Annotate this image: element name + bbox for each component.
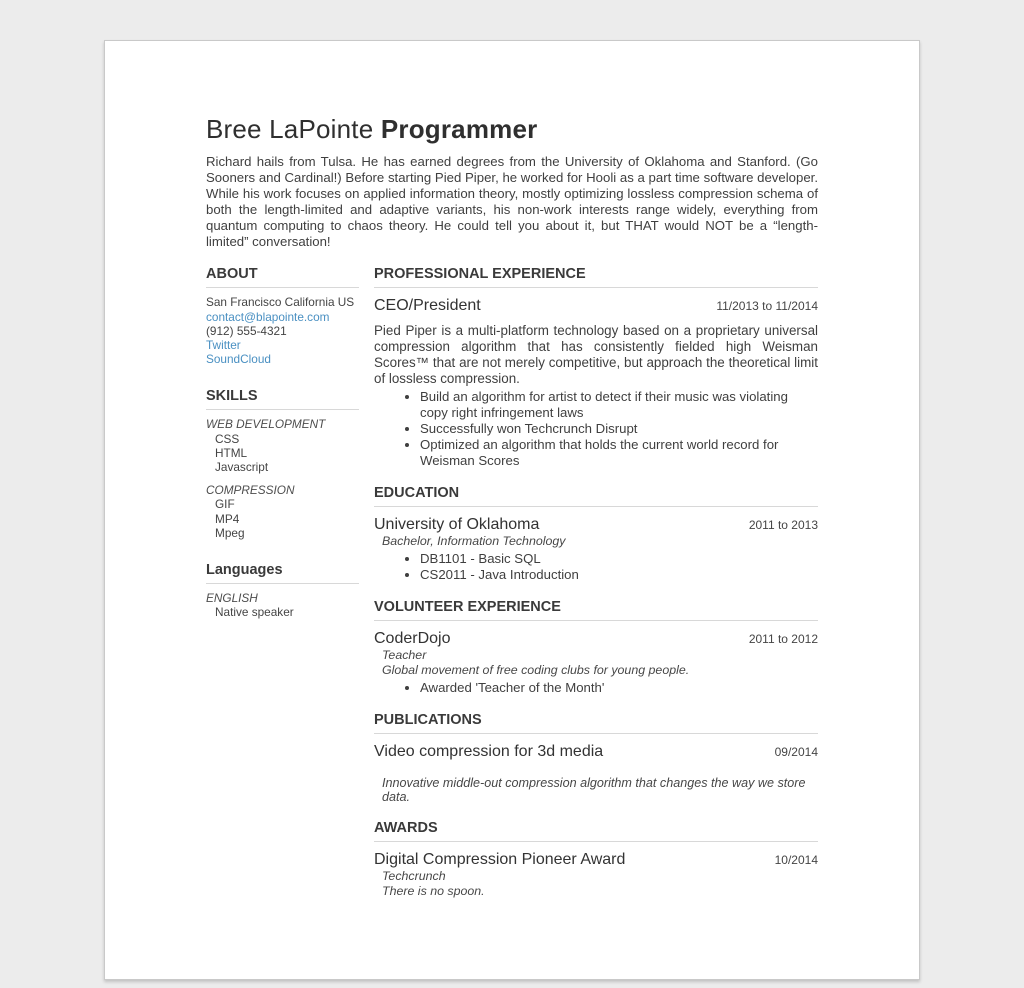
resume-columns <box>206 266 818 899</box>
languages-heading: Languages <box>206 562 359 584</box>
about-section <box>206 266 359 366</box>
person-role: Programmer <box>380 114 538 144</box>
entry-bullet-list <box>374 551 818 583</box>
resume-document <box>104 40 920 980</box>
volunteer-entry <box>374 630 818 696</box>
section-heading: PUBLICATIONS <box>374 712 818 734</box>
entry-header <box>374 297 818 315</box>
entry-title: Digital Compression Pioneer Award <box>374 851 626 869</box>
entry-subtitle2: Global movement of free coding clubs for young people. <box>382 663 690 678</box>
entry-header <box>374 630 818 648</box>
skill-group-compression <box>206 483 359 540</box>
award-entry <box>374 851 818 899</box>
bullet-item: • Awarded 'Teacher of the Month' <box>420 680 818 696</box>
entry-date: 10/2014 <box>774 853 818 868</box>
about-heading: ABOUT <box>206 266 359 288</box>
summary-paragraph: Richard hails from Tulsa. He has earned degrees from the University of Oklahoma and Stanford. (Go Sooners and Cardinal!) Before starting Pied Piper, he worked for Hooli as a part time software developer. While his work focuses on applied information theory, mostly optimizing lossless compression schema of both the length-limited and adaptive variants, his non-work interests range widely, everything from quantum computing to chaos theory. He could tell you about it, but THAT would NOT be a “length-limited” conversation! <box>206 154 818 249</box>
email-link[interactable]: contact@blapointe.com <box>206 309 330 324</box>
soundcloud-link[interactable]: SoundCloud <box>206 352 271 367</box>
entry-header <box>374 743 818 761</box>
entry-subtitle2: There is no spoon. <box>382 884 485 899</box>
skill-group-name: WEB DEVELOPMENT <box>206 417 326 432</box>
bullet-item: • Optimized an algorithm that holds the current world record for Weisman Scores <box>420 437 818 469</box>
skills-section <box>206 388 359 540</box>
entry-description: Pied Piper is a multi-platform technology based on a proprietary universal compression algorithm that has consistently fielded high Weisman Scores™ that are not merely competitive, but approach the theoretical limit of lossless compression. <box>374 323 818 387</box>
main-column <box>374 266 818 899</box>
bullet-item: • DB1101 - Basic SQL <box>420 551 818 567</box>
language-name: ENGLISH <box>206 591 258 606</box>
skill-item: GIF <box>215 497 235 512</box>
section-volunteer-experience <box>374 599 818 696</box>
skill-group-web-development <box>206 417 359 474</box>
skill-group-name: COMPRESSION <box>206 483 295 498</box>
entry-title: Video compression for 3d media <box>374 743 604 761</box>
section-heading: VOLUNTEER EXPERIENCE <box>374 599 818 621</box>
bullet-item: • CS2011 - Java Introduction <box>420 567 818 583</box>
entry-description-italic: Innovative middle-out compression algorithm that changes the way we store data. <box>382 776 806 805</box>
person-name: Bree LaPointe <box>206 114 374 144</box>
language-level: Native speaker <box>215 605 294 620</box>
skill-item: Javascript <box>215 460 269 475</box>
language-group-english <box>206 591 359 619</box>
section-heading: EDUCATION <box>374 485 818 507</box>
section-education <box>374 485 818 583</box>
entry-date: 09/2014 <box>774 745 818 760</box>
section-professional-experience <box>374 266 818 469</box>
resume-name-title <box>206 114 818 145</box>
skill-item: MP4 <box>215 511 240 526</box>
twitter-link[interactable]: Twitter <box>206 338 241 353</box>
entry-header <box>374 516 818 534</box>
about-phone: (912) 555-4321 <box>206 323 287 338</box>
skill-item: Mpeg <box>215 525 245 540</box>
experience-entry <box>374 297 818 469</box>
entry-title: University of Oklahoma <box>374 516 540 534</box>
entry-subtitle: Teacher <box>382 648 427 663</box>
entry-title: CoderDojo <box>374 630 451 648</box>
entry-date: 2011 to 2013 <box>748 518 818 533</box>
skill-item: CSS <box>215 431 240 446</box>
entry-date: 11/2013 to 11/2014 <box>716 299 818 314</box>
entry-subtitle: Techcrunch <box>382 869 446 884</box>
section-publications <box>374 712 818 804</box>
section-heading: PROFESSIONAL EXPERIENCE <box>374 266 818 288</box>
bullet-item: • Successfully won Techcrunch Disrupt <box>420 421 818 437</box>
entry-subtitle: Bachelor, Information Technology <box>382 534 566 549</box>
bullet-item: • Build an algorithm for artist to detect if their music was violating copy right infringement laws <box>420 389 818 421</box>
about-location: San Francisco California US <box>206 295 355 310</box>
entry-bullet-list <box>374 680 818 696</box>
entry-bullet-list <box>374 389 818 469</box>
section-awards <box>374 820 818 899</box>
entry-title: CEO/President <box>374 297 481 315</box>
skills-heading: SKILLS <box>206 388 359 410</box>
entry-date: 2011 to 2012 <box>748 632 818 647</box>
skill-item: HTML <box>215 445 248 460</box>
education-entry <box>374 516 818 583</box>
entry-header <box>374 851 818 869</box>
publication-entry <box>374 743 818 804</box>
section-heading: AWARDS <box>374 820 818 842</box>
languages-section <box>206 562 359 619</box>
sidebar <box>206 266 359 899</box>
